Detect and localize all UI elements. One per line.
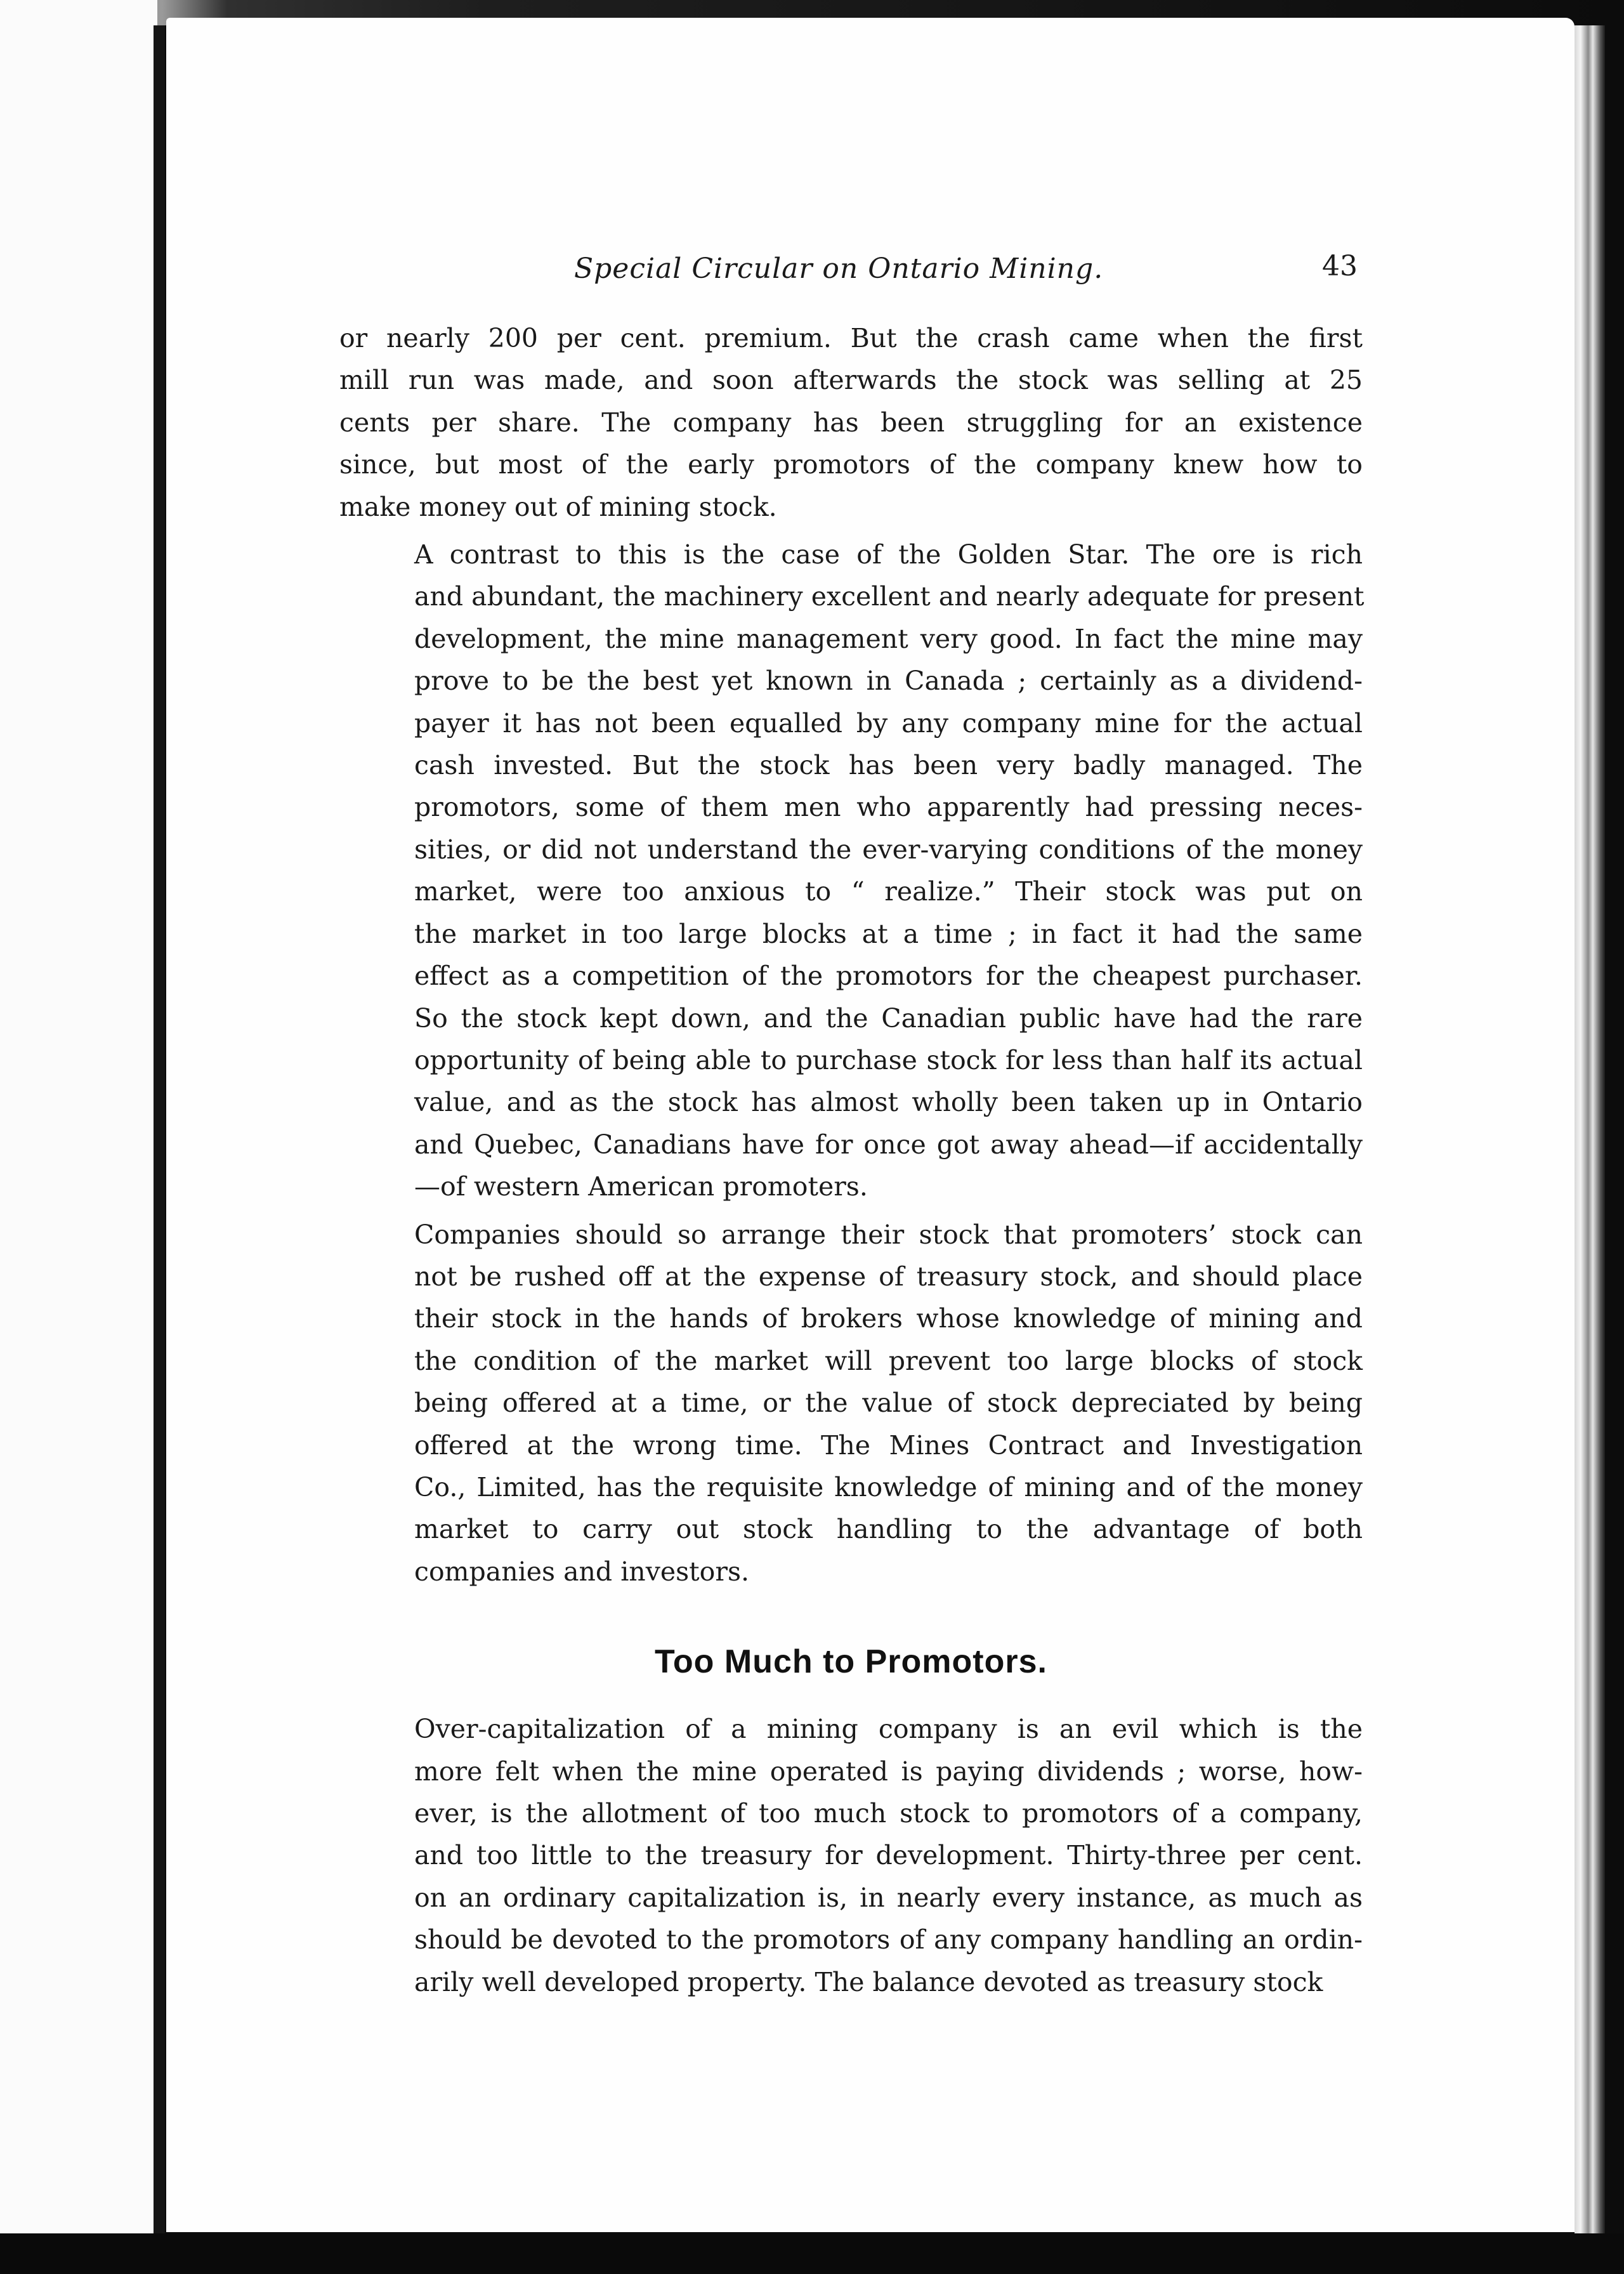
paragraph [339, 1214, 1363, 1593]
text-line: So the stock kept down, and the Canadian public have had the rare [414, 1002, 1363, 1034]
text-line: and abundant, the machinery excellent and nearly adequate for present [414, 581, 1365, 612]
text-line: promotors, some of them men who apparently had pressing neces- [414, 792, 1363, 823]
text-line: make money out of mining stock. [339, 491, 777, 522]
section-heading: Too Much to Promotors. [655, 1643, 1047, 1681]
book-gutter [154, 25, 165, 2233]
text-line: ever, is the allotment of too much stock to promotors of a company, [414, 1798, 1363, 1829]
text-line: value, and as the stock has almost wholly been taken up in Ontario [414, 1087, 1363, 1118]
text-line: the condition of the market will prevent too large blocks of stock [414, 1345, 1363, 1376]
paragraphs-before-heading [339, 317, 1363, 1593]
text-line: arily well developed property. The balance devoted as treasury stock [414, 1966, 1323, 1997]
running-head [574, 246, 1358, 291]
text-line: mill run was made, and soon afterwards the stock was selling at 25 [339, 365, 1363, 396]
paragraph [339, 534, 1363, 1208]
text-line: —of western American promoters. [414, 1171, 868, 1202]
text-line: and Quebec, Canadians have for once got away ahead—if accidentally [414, 1129, 1363, 1160]
page-number: 43 [1322, 250, 1358, 282]
text-line: their stock in the hands of brokers whose knowledge of mining and [414, 1303, 1363, 1334]
text-line: not be rushed off at the expense of treasury stock, and should place [414, 1261, 1363, 1292]
text-line: or nearly 200 per cent. premium. But the crash came when the first [339, 323, 1363, 353]
text-line: prove to be the best yet known in Canada ; certainly as a dividend- [414, 666, 1363, 697]
page-stack-edge [1575, 25, 1605, 2233]
text-line: Companies should so arrange their stock that promoters’ stock can [414, 1219, 1363, 1250]
text-line: development, the mine management very good. In fact the mine may [414, 623, 1363, 654]
text-line: market to carry out stock handling to the advantage of both [414, 1514, 1363, 1545]
text-line: payer it has not been equalled by any company mine for the actual [414, 707, 1363, 739]
text-line: Over-capitalization of a mining company is an evil which is the [414, 1714, 1363, 1745]
text-line: being offered at a time, or the value of stock depreciated by being [414, 1388, 1363, 1419]
body-text [339, 317, 1363, 2009]
text-line: market, were too anxious to “ realize.” Their stock was put on [414, 876, 1363, 907]
text-line: and too little to the treasury for development. Thirty-three per cent. [414, 1840, 1363, 1871]
text-line: more felt when the mine operated is paying dividends ; worse, how- [414, 1756, 1363, 1787]
text-line: the market in too large blocks at a time ; in fact it had the same [414, 918, 1363, 949]
text-line: companies and investors. [414, 1556, 750, 1587]
text-line: Co., Limited, has the requisite knowledge of mining and of the money [414, 1471, 1363, 1502]
text-line: offered at the wrong time. The Mines Contract and Investigation [414, 1429, 1363, 1461]
paragraph [339, 1708, 1363, 2003]
running-head-title: Special Circular on Ontario Mining. [574, 253, 1104, 285]
scan-bottom-border [0, 2233, 1624, 2274]
text-line: opportunity of being able to purchase stock for less than half its actual [414, 1044, 1363, 1075]
text-line: sities, or did not understand the ever-varying conditions of the money [414, 834, 1363, 865]
facing-page-edge [0, 0, 157, 2274]
text-line: since, but most of the early promotors of the company knew how to [339, 449, 1363, 480]
text-line: A contrast to this is the case of the Golden Star. The ore is rich [414, 539, 1363, 570]
text-line: cents per share. The company has been struggling for an existence [339, 407, 1363, 438]
text-line: should be devoted to the promotors of any company handling an ordin- [414, 1924, 1363, 1955]
text-line: effect as a competition of the promotors for the cheapest purchaser. [414, 961, 1363, 992]
paragraph [339, 317, 1363, 528]
text-line: on an ordinary capitalization is, in nearly every instance, as much as [414, 1882, 1363, 1913]
paragraphs-after-heading [339, 1708, 1363, 2003]
text-line: cash invested. But the stock has been very badly managed. The [414, 750, 1363, 781]
